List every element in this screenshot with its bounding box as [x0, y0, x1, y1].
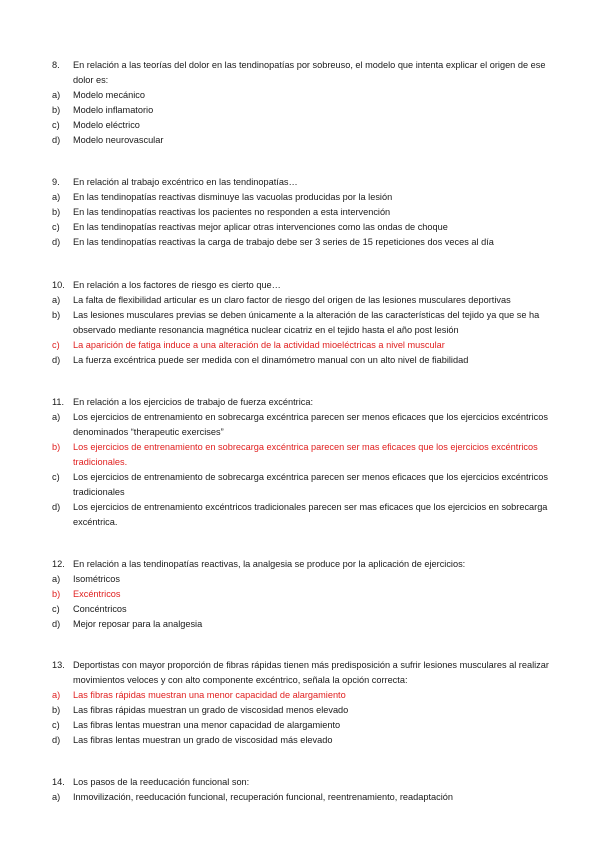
option-text: Las fibras rápidas muestran un grado de viscosidad menos elevado — [73, 705, 349, 715]
question-number: 12. — [52, 559, 65, 569]
question-number: 14. — [52, 777, 65, 787]
question-block — [52, 775, 564, 805]
question-number: 8. — [52, 60, 60, 70]
option-letter: c) — [52, 472, 60, 482]
option-text: Los ejercicios de entrenamiento en sobrecarga excéntrica parecen ser menos eficaces que los ejercicios excéntricos denominados “therapeutic exercises” — [73, 412, 548, 437]
option-letter: a) — [52, 295, 61, 305]
option-letter: b) — [52, 105, 61, 115]
question-number: 9. — [52, 177, 60, 187]
question-text: En relación a las teorías del dolor en las tendinopatías por sobreuso, el modelo que intenta explicar el origen de ese dolor es: — [73, 60, 546, 85]
question-stem — [52, 278, 564, 293]
option-letter: b) — [52, 589, 61, 599]
question-block — [52, 58, 564, 148]
question-block — [52, 175, 564, 250]
option-text: La aparición de fatiga induce a una alteración de la actividad mioeléctricas a nivel muscular — [73, 340, 445, 350]
option-text: En las tendinopatías reactivas los pacientes no responden a esta intervención — [73, 207, 391, 217]
option-letter: c) — [52, 222, 60, 232]
option-text: La fuerza excéntrica puede ser medida con el dinamómetro manual con un alto nivel de fiabilidad — [73, 355, 469, 365]
question-text: En relación a los ejercicios de trabajo de fuerza excéntrica: — [73, 397, 314, 407]
answer-option-correct — [52, 338, 564, 353]
option-text: En las tendinopatías reactivas disminuye las vacuolas producidas por la lesión — [73, 192, 393, 202]
option-text: Las fibras lentas muestran una menor capacidad de alargamiento — [73, 720, 341, 730]
option-letter: a) — [52, 690, 61, 700]
option-letter: c) — [52, 720, 60, 730]
option-text: Concéntricos — [73, 604, 127, 614]
option-text: Las fibras lentas muestran un grado de viscosidad más elevado — [73, 735, 333, 745]
option-letter: d) — [52, 619, 61, 629]
question-stem — [52, 775, 564, 790]
option-text: Isométricos — [73, 574, 120, 584]
option-text: Las fibras rápidas muestran una menor capacidad de alargamiento — [73, 690, 346, 700]
option-letter: c) — [52, 340, 60, 350]
question-text: Deportistas con mayor proporción de fibras rápidas tienen más predisposición a sufrir lesiones musculares al realizar movimientos veloces y con alto componente excéntrico, señala la opción correcta: — [73, 660, 549, 685]
option-text: Excéntricos — [73, 589, 121, 599]
option-text: Modelo inflamatorio — [73, 105, 154, 115]
option-letter: a) — [52, 574, 61, 584]
option-letter: b) — [52, 310, 61, 320]
answer-option — [52, 220, 564, 235]
option-letter: d) — [52, 502, 61, 512]
answer-option — [52, 190, 564, 205]
answer-option — [52, 500, 564, 530]
question-number: 11. — [52, 397, 65, 407]
option-text: En las tendinopatías reactivas la carga de trabajo debe ser 3 series de 15 repeticiones dos veces al día — [73, 237, 494, 247]
answer-option — [52, 703, 564, 718]
option-letter: a) — [52, 792, 61, 802]
answer-option — [52, 617, 564, 632]
question-stem — [52, 58, 564, 88]
question-stem — [52, 557, 564, 572]
answer-option — [52, 88, 564, 103]
question-stem — [52, 395, 564, 410]
answer-option — [52, 103, 564, 118]
answer-option — [52, 235, 564, 250]
option-text: Mejor reposar para la analgesia — [73, 619, 203, 629]
question-text: En relación a las tendinopatías reactivas, la analgesia se produce por la aplicación de ejercicios: — [73, 559, 466, 569]
option-letter: d) — [52, 735, 61, 745]
answer-option — [52, 308, 564, 338]
option-letter: c) — [52, 604, 60, 614]
option-text: En las tendinopatías reactivas mejor aplicar otras intervenciones como las ondas de choque — [73, 222, 448, 232]
option-text: Los ejercicios de entrenamiento excéntricos tradicionales parecen ser mas eficaces que los ejercicios en sobrecarga excéntrica. — [73, 502, 548, 527]
option-text: Modelo mecánico — [73, 90, 146, 100]
question-stem — [52, 658, 564, 688]
question-stem — [52, 175, 564, 190]
option-text: Las lesiones musculares previas se deben únicamente a la alteración de las características del tejido ya que se ha observado mediante resonancia magnética nuclear cicatriz en el tejido hasta el año post lesión — [73, 310, 540, 335]
answer-option — [52, 602, 564, 617]
answer-option — [52, 133, 564, 148]
answer-option — [52, 118, 564, 133]
answer-option-correct — [52, 440, 564, 470]
answer-option — [52, 790, 564, 805]
option-text: Inmovilización, reeducación funcional, recuperación funcional, reentrenamiento, readaptación — [73, 792, 453, 802]
question-text: Los pasos de la reeducación funcional son: — [73, 777, 250, 787]
answer-option — [52, 410, 564, 440]
question-block — [52, 557, 564, 632]
answer-option — [52, 353, 564, 368]
option-letter: d) — [52, 355, 61, 365]
answer-option-correct — [52, 688, 564, 703]
option-text: La falta de flexibilidad articular es un claro factor de riesgo del origen de las lesiones musculares deportivas — [73, 295, 511, 305]
question-text: En relación al trabajo excéntrico en las tendinopatías… — [73, 177, 298, 187]
option-letter: a) — [52, 90, 61, 100]
option-letter: b) — [52, 705, 61, 715]
question-text: En relación a los factores de riesgo es cierto que… — [73, 280, 281, 290]
question-block — [52, 395, 564, 530]
answer-option — [52, 572, 564, 587]
option-letter: d) — [52, 237, 61, 247]
option-text: Modelo neurovascular — [73, 135, 164, 145]
question-number: 10. — [52, 280, 65, 290]
option-text: Los ejercicios de entrenamiento de sobrecarga excéntrica parecen ser menos eficaces que los ejercicios excéntricos tradicionales — [73, 472, 548, 497]
option-text: Los ejercicios de entrenamiento en sobrecarga excéntrica parecen ser mas eficaces que los ejercicios excéntricos tradicionales. — [73, 442, 538, 467]
question-number: 13. — [52, 660, 65, 670]
option-letter: a) — [52, 192, 61, 202]
option-letter: d) — [52, 135, 61, 145]
option-letter: b) — [52, 442, 61, 452]
answer-option-correct — [52, 587, 564, 602]
question-block — [52, 658, 564, 748]
answer-option — [52, 733, 564, 748]
answer-option — [52, 205, 564, 220]
answer-option — [52, 470, 564, 500]
option-letter: b) — [52, 207, 61, 217]
option-letter: c) — [52, 120, 60, 130]
option-text: Modelo eléctrico — [73, 120, 140, 130]
option-letter: a) — [52, 412, 61, 422]
question-block — [52, 278, 564, 368]
answer-option — [52, 718, 564, 733]
answer-option — [52, 293, 564, 308]
